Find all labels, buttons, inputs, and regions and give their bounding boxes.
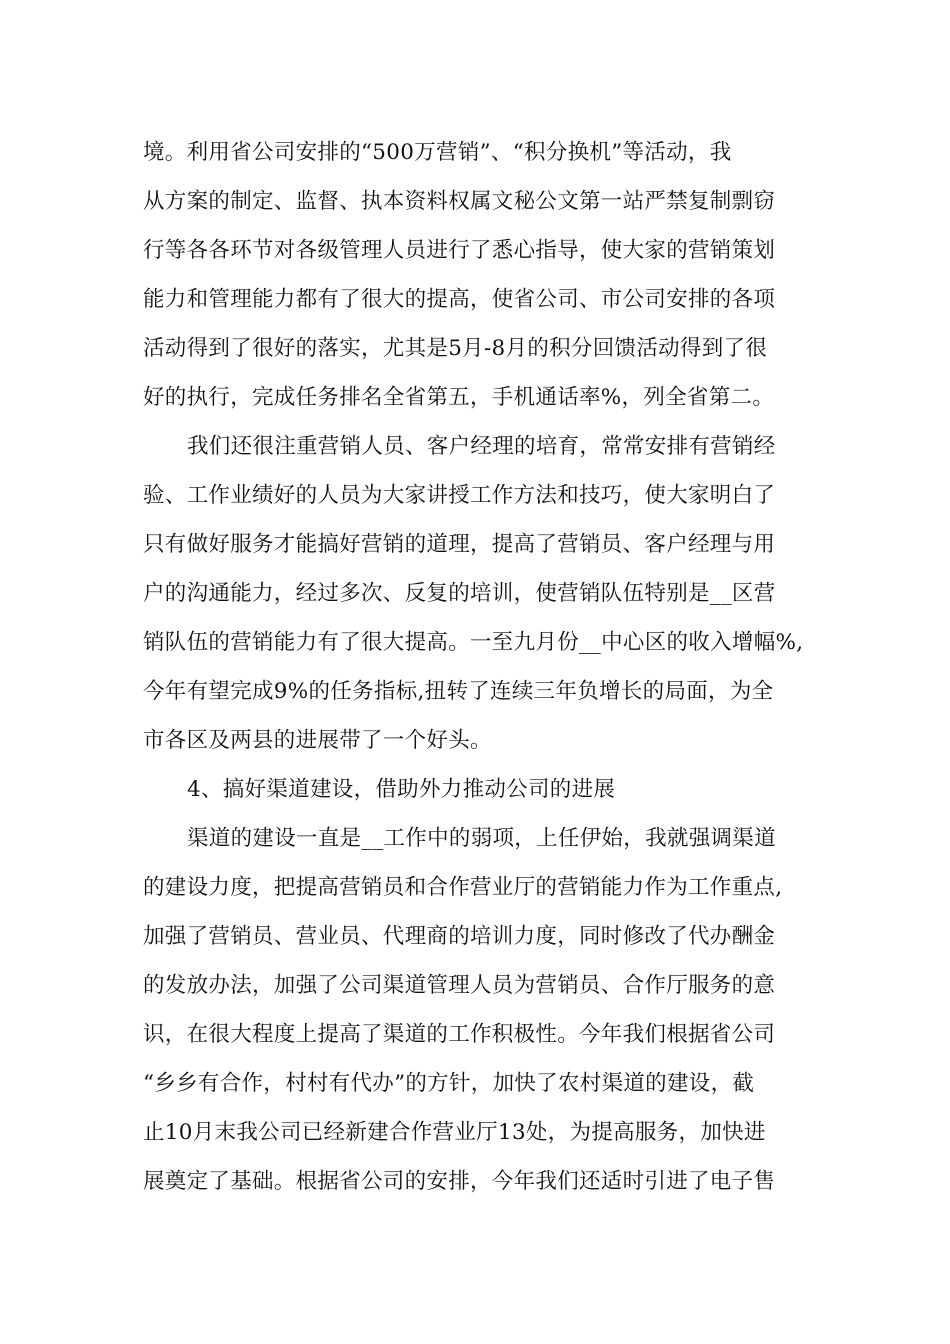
- text-line: 销队伍的营销能力有了很大提高。一至九月份__中心区的收入增幅%,: [143, 630, 804, 655]
- text-line: 识，在很大程度上提高了渠道的工作积极性。今年我们根据省公司: [143, 1022, 776, 1047]
- text-line: 今年有望完成9%的任务指标,扭转了连续三年负增长的局面，为全: [143, 679, 774, 704]
- text-line: 只有做好服务才能搞好营销的道理，提高了营销员、客户经理与用: [143, 532, 776, 557]
- paragraph-start-line: 渠道的建设一直是__工作中的弱项，上任伊始，我就强调渠道: [187, 826, 776, 851]
- text-line: 验、工作业绩好的人员为大家讲授工作方法和技巧，使大家明白了: [143, 483, 776, 508]
- text-line: 止10月末我公司已经新建合作营业厅13处，为提高服务，加快进: [143, 1120, 766, 1145]
- text-line: 的建设力度，把提高营销员和合作营业厅的营销能力作为工作重点,: [143, 875, 783, 900]
- section-heading: 4、搞好渠道建设，借助外力推动公司的进展: [187, 777, 616, 802]
- document-body: [143, 128, 813, 1206]
- text-line: 户的沟通能力，经过多次、反复的培训，使营销队伍特别是__区营: [143, 581, 776, 606]
- text-line: “乡乡有合作，村村有代办”的方针，加快了农村渠道的建设，截: [143, 1071, 755, 1096]
- text-line: 行等各各环节对各级管理人员进行了悉心指导，使大家的营销策划: [143, 238, 776, 263]
- text-line: 市各区及两县的进展带了一个好头。: [143, 728, 492, 753]
- text-line: 活动得到了很好的落实，尤其是5月-8月的积分回馈活动得到了很: [143, 336, 768, 361]
- text-line: 的发放办法，加强了公司渠道管理人员为营销员、合作厅服务的意: [143, 973, 776, 998]
- text-line: 展奠定了基础。根据省公司的安排，今年我们还适时引进了电子售: [143, 1169, 776, 1194]
- text-line: 能力和管理能力都有了很大的提高，使省公司、市公司安排的各项: [143, 287, 776, 312]
- text-line: 好的执行，完成任务排名全省第五，手机通话率%，列全省第二。: [143, 385, 775, 410]
- text-line: 从方案的制定、监督、执本资料权属文秘公文第一站严禁复制剽窃: [143, 189, 776, 214]
- paragraph-start-line: 我们还很注重营销人员、客户经理的培育，常常安排有营销经: [187, 434, 776, 459]
- text-line: 境。利用省公司安排的“500万营销”、“积分换机”等活动，我: [143, 140, 732, 165]
- text-line: 加强了营销员、营业员、代理商的培训力度，同时修改了代办酬金: [143, 924, 776, 949]
